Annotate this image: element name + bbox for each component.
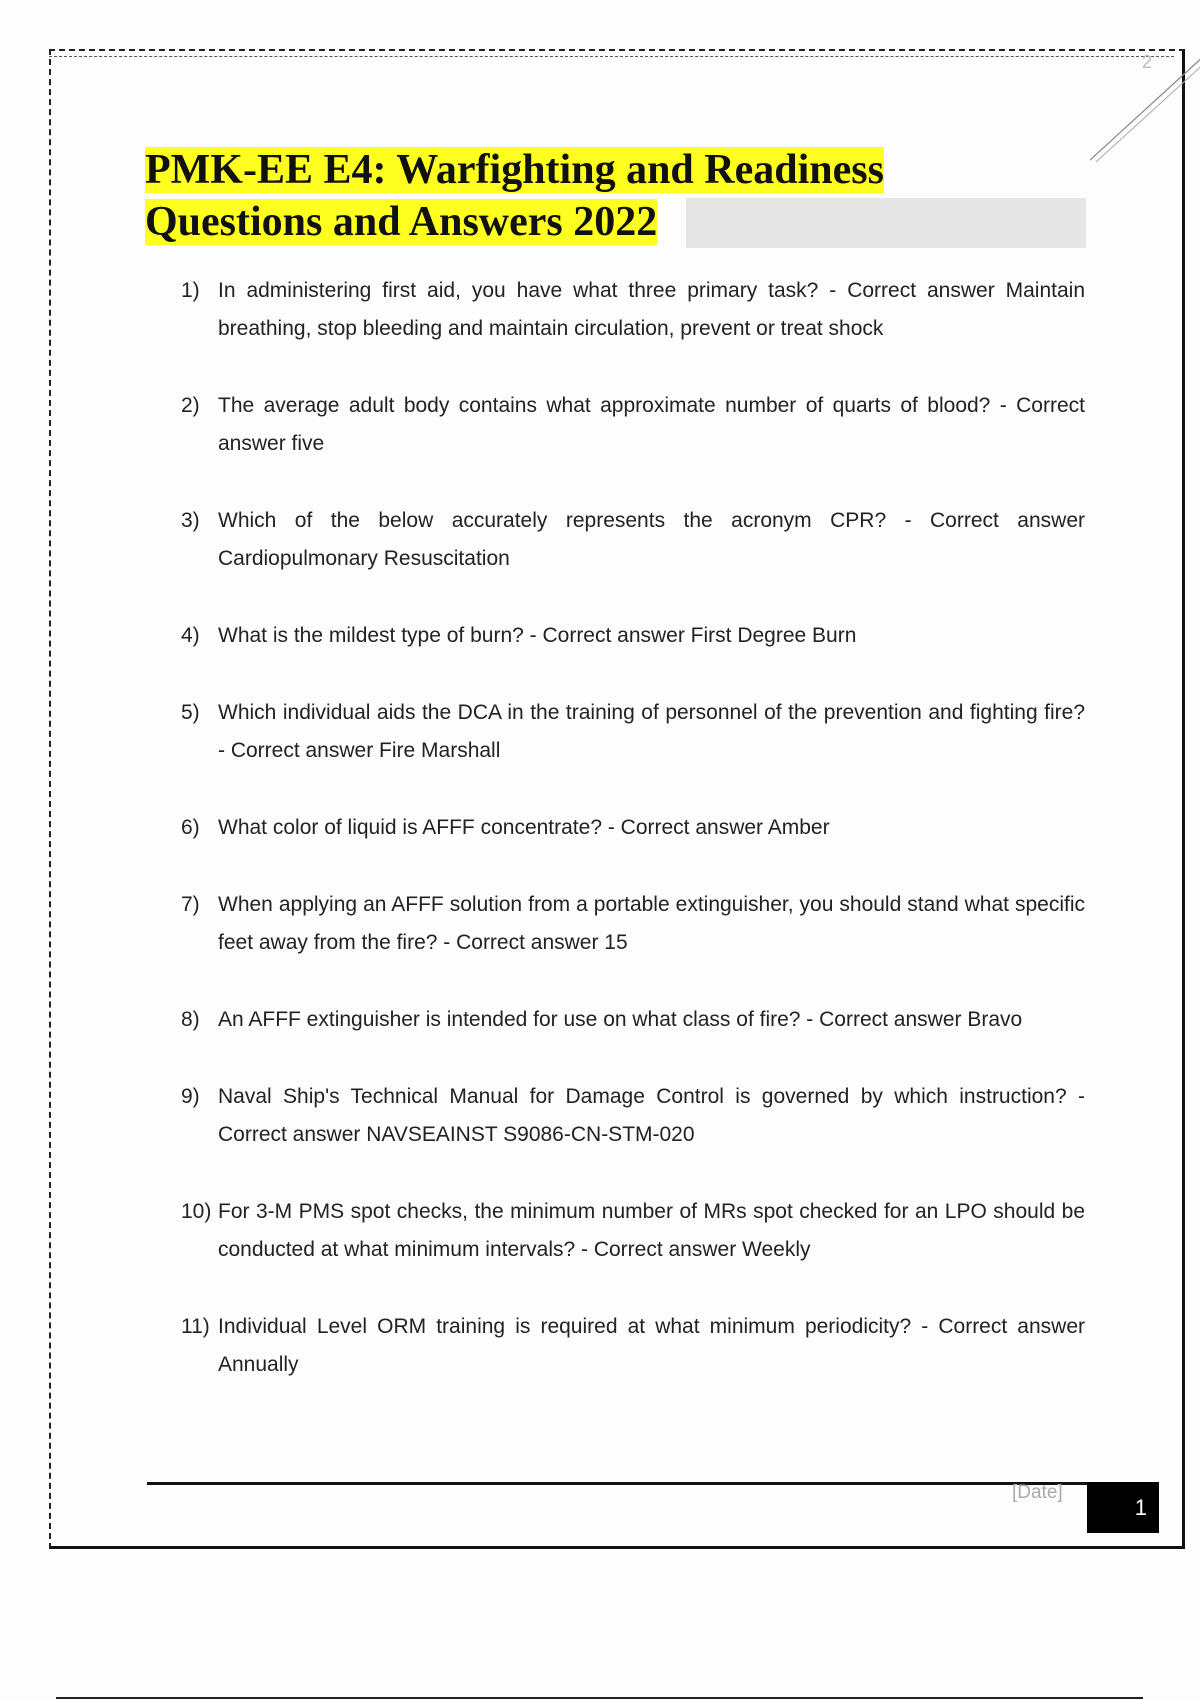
question-list [145, 272, 1085, 1423]
header-dashed-line [49, 56, 1174, 57]
item-text: Individual Level ORM training is required at what minimum periodicity? - Correct answer Annually [218, 1315, 1085, 1376]
item-text: What color of liquid is AFFF concentrate? - Correct answer Amber [218, 816, 830, 839]
title-line-1: PMK-EE E4: Warfighting and Readiness [145, 147, 884, 193]
page-number: 1 [1134, 1494, 1147, 1520]
item-text: Which individual aids the DCA in the training of personnel of the prevention and fighting fire? - Correct answer Fire Marshall [218, 701, 1085, 762]
item-number: 9) [181, 1085, 200, 1108]
item-text: For 3-M PMS spot checks, the minimum number of MRs spot checked for an LPO should be conducted at what minimum intervals? - Correct answer Weekly [218, 1200, 1085, 1261]
list-item [145, 1308, 1085, 1384]
item-number: 8) [181, 1008, 200, 1031]
item-number: 2) [181, 394, 200, 417]
list-item [145, 502, 1085, 578]
list-item [145, 1001, 1085, 1039]
title-line-2: Questions and Answers 2022 [145, 199, 658, 245]
item-text: What is the mildest type of burn? - Correct answer First Degree Burn [218, 624, 857, 647]
item-text: An AFFF extinguisher is intended for use on what class of fire? - Correct answer Bravo [218, 1008, 1023, 1031]
list-item [145, 272, 1085, 348]
list-item [145, 387, 1085, 463]
list-item [145, 694, 1085, 770]
corner-page-number: 2 [1142, 52, 1153, 72]
item-text: Which of the below accurately represents the acronym CPR? - Correct answer Cardiopulmonary Resuscitation [218, 509, 1085, 570]
item-number: 10) [181, 1200, 212, 1223]
item-number: 11) [181, 1315, 210, 1338]
footer-date: [Date] [1012, 1482, 1063, 1503]
item-text: When applying an AFFF solution from a portable extinguisher, you should stand what specific feet away from the fire? - Correct answer 15 [218, 893, 1085, 954]
item-number: 4) [181, 624, 200, 647]
item-number: 7) [181, 893, 200, 916]
item-number: 3) [181, 509, 200, 532]
page-number-box [1087, 1482, 1159, 1533]
list-item [145, 809, 1085, 847]
item-number: 6) [181, 816, 200, 839]
list-item [145, 617, 1085, 655]
item-number: 1) [181, 279, 200, 302]
item-text: In administering first aid, you have what three primary task? - Correct answer Maintain breathing, stop bleeding and maintain circulation, prevent or treat shock [218, 279, 1085, 340]
item-text: Naval Ship's Technical Manual for Damage Control is governed by which instruction? - Correct answer NAVSEAINST S9086-CN-STM-020 [218, 1085, 1085, 1146]
footer-rule [147, 1482, 1087, 1485]
item-number: 5) [181, 701, 200, 724]
document-title [145, 144, 1085, 248]
bottom-rule [56, 1697, 1143, 1699]
page-curl-decoration [1090, 50, 1200, 180]
list-item [145, 1193, 1085, 1269]
item-text: The average adult body contains what approximate number of quarts of blood? - Correct answer five [218, 394, 1085, 455]
list-item [145, 1078, 1085, 1154]
list-item [145, 886, 1085, 962]
